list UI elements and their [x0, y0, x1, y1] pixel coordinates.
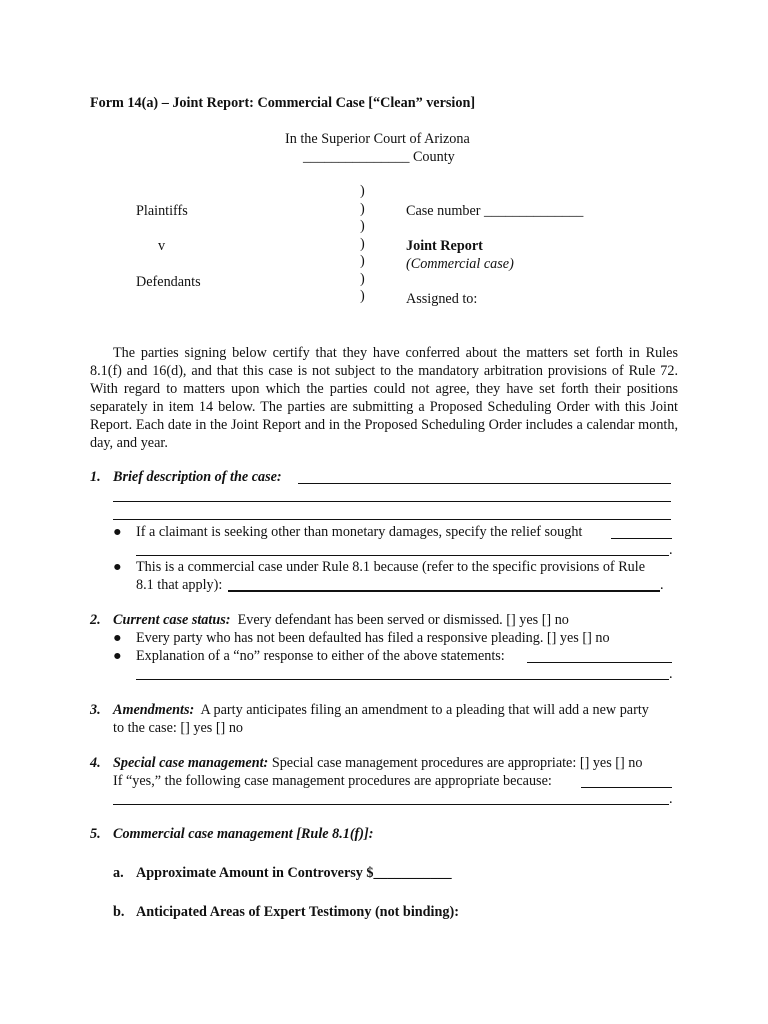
bullet-icon: ● — [113, 559, 122, 575]
item-2-explanation-text: Explanation of a “no” response to either of the above statements: — [136, 648, 505, 664]
item-4-line — [113, 754, 642, 772]
case-number-label: Case number — [406, 203, 481, 219]
item-1-answer-line-2[interactable] — [113, 501, 671, 502]
item-1-answer-line-3[interactable] — [113, 519, 671, 520]
case-number-line — [406, 202, 583, 220]
case-number-blank[interactable]: ______________ — [484, 203, 584, 219]
paren: ) — [360, 218, 365, 234]
item-1-relief-blank[interactable] — [611, 538, 672, 539]
item-1-answer-line-1[interactable] — [298, 483, 671, 484]
caption-parentheses — [360, 182, 365, 305]
period: . — [669, 791, 673, 807]
item-2-line — [113, 611, 569, 629]
item-5b-letter: b. — [113, 904, 125, 920]
intro-paragraph — [90, 344, 678, 452]
paren: ) — [360, 253, 365, 269]
intro-text: The parties signing below certify that they have conferred about the matters set forth in Rules 8.1(f) and 16(d), and that this case is not subject to the mandatory arbitration provisions of Rule 72. With regard to matters upon which the parties could not agree, they have set forth their positions separately in item 14 below. The parties are submitting a Proposed Scheduling Order with this Joint Report. Each date in the Joint Report and in the Proposed Scheduling Order includes a calendar month, day, and year. — [90, 345, 678, 451]
item-2-text: Every defendant has been served or dismissed. [] yes [] no — [237, 612, 569, 628]
defendants-label: Defendants — [136, 274, 201, 290]
form-title: Form 14(a) – Joint Report: Commercial Case [“Clean” version] — [90, 95, 476, 111]
item-2-explanation-blank[interactable] — [527, 662, 672, 663]
county-blank[interactable]: _______________ — [303, 149, 410, 165]
item-5a-text: Approximate Amount in Controversy $___________ — [136, 865, 452, 881]
versus-label: v — [158, 238, 166, 254]
item-3-text: A party anticipates filing an amendment to a pleading that will add a new party — [200, 702, 649, 718]
item-1-rule-text-1: This is a commercial case under Rule 8.1 because (refer to the specific provisions of Rule — [136, 559, 645, 575]
item-2-number: 2. — [90, 612, 101, 628]
item-1-label: Brief description of the case: — [113, 469, 282, 485]
item-4-label: Special case management: — [113, 755, 269, 771]
item-3-options[interactable]: to the case: [] yes [] no — [113, 720, 244, 736]
county-line — [303, 148, 455, 166]
assigned-to-label: Assigned to: — [406, 291, 478, 307]
doc-subtitle: (Commercial case) — [406, 256, 514, 272]
item-1-rule-blank[interactable] — [228, 590, 660, 592]
bullet-icon: ● — [113, 630, 122, 646]
item-3-label: Amendments: — [113, 702, 195, 718]
paren: ) — [360, 288, 365, 304]
item-3-number: 3. — [90, 702, 101, 718]
paren: ) — [360, 200, 365, 217]
item-4-reason-line[interactable] — [113, 804, 669, 805]
item-4-reason-blank[interactable] — [581, 787, 672, 788]
item-1-relief-text: If a claimant is seeking other than monetary damages, specify the relief sought — [136, 524, 583, 540]
court-name: In the Superior Court of Arizona — [285, 131, 470, 147]
item-5a-letter: a. — [113, 865, 124, 881]
bullet-icon: ● — [113, 648, 122, 664]
plaintiffs-label: Plaintiffs — [136, 203, 188, 219]
period: . — [669, 666, 673, 682]
item-5b-text: Anticipated Areas of Expert Testimony (not binding): — [136, 904, 459, 920]
bullet-icon: ● — [113, 524, 122, 540]
item-4-text: Special case management procedures are appropriate: [] yes [] no — [271, 755, 643, 771]
paren: ) — [360, 183, 365, 199]
paren: ) — [360, 270, 365, 287]
item-4-number: 4. — [90, 755, 101, 771]
item-1-number: 1. — [90, 469, 101, 485]
item-3-line — [113, 701, 649, 719]
item-2-explanation-line[interactable] — [136, 679, 669, 680]
doc-title: Joint Report — [406, 238, 483, 254]
item-4-reason-text: If “yes,” the following case management procedures are appropriate because: — [113, 773, 552, 789]
item-5-number: 5. — [90, 826, 101, 842]
period: . — [669, 542, 673, 558]
item-1-relief-line[interactable] — [136, 555, 669, 556]
item-5-label: Commercial case management [Rule 8.1(f)]: — [113, 826, 374, 842]
item-2-pleading-text: Every party who has not been defaulted has filed a responsive pleading. [] yes [] no — [136, 630, 610, 646]
paren: ) — [360, 235, 365, 252]
period: . — [660, 577, 664, 593]
county-label: County — [412, 149, 455, 165]
item-2-label: Current case status: — [113, 612, 231, 628]
item-1-rule-text-2: 8.1 that apply): — [136, 577, 223, 593]
